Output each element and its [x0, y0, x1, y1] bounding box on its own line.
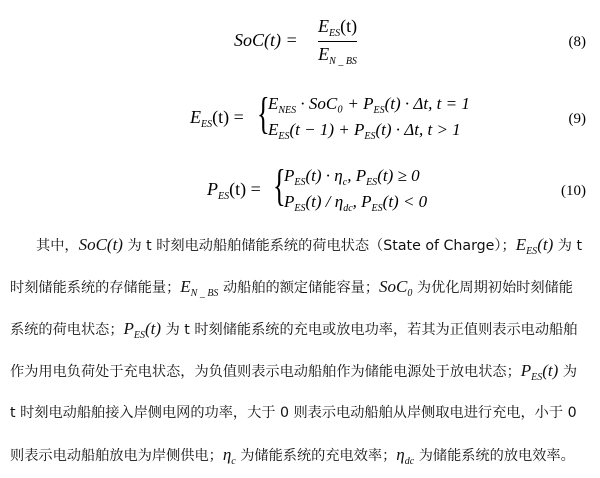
eq9-case-2: $E_{ES}(t - 1) + P_{ES}(t) \cdot \Delta t$, t > 1 [268, 120, 461, 142]
eq10-case-2: $P_{ES}(t) / \eta_{dc}$, $P_{ES}(t) < 0$ [284, 192, 428, 214]
paragraph-line-5: t 时刻电动船舶接入岸侧电网的功率，大于 0 则表示电动船舶从岸侧取电进行充电，小于 0 [10, 405, 577, 421]
paragraph-line-6: 则表示电动船舶放电为岸侧供电；$\eta_c$ 为储能系统的充电效率；$\eta_{dc}$ 为储能系统的放电效率。 [10, 445, 575, 467]
eq9-number: (9) [568, 111, 586, 127]
explanation-paragraph [10, 234, 594, 474]
equation-10 [0, 161, 600, 220]
eq9-case-1: $E_{NES} \cdot SoC_0 + P_{ES}(t) \cdot \Delta t$, t = 1 [268, 94, 470, 116]
paragraph-line-3: 系统的荷电状态；$P_{ES}(t)$ 为 t 时刻储能系统的充电或放电功率，若其为正值则表示电动船舶 [10, 319, 578, 341]
eq10-lhs: $P_{ES}(t)$ = [207, 179, 261, 202]
paragraph-line-1: 其中，SoC(t) 为 t 时刻电动船舶储能系统的荷电状态（State of Charge）；$E_{ES}(t)$ 为 t [36, 235, 583, 257]
paragraph-line-2: 时刻储能系统的存储能量；$E_{N \_ BS}$ 动船舶的额定储能容量；SoC$_0$ 为优化周期初始时刻储能 [10, 277, 573, 299]
eq10-number: (10) [561, 183, 586, 199]
eq8-denominator: $E_{N \_ BS}$ [318, 44, 357, 67]
equation-9 [0, 89, 600, 148]
eq8-numerator: $E_{ES}(t)$ [318, 16, 358, 39]
equation-8 [0, 12, 600, 72]
eq10-brace: { [273, 161, 286, 210]
eq9-brace: { [257, 89, 270, 138]
eq10-case-1: $P_{ES}(t) \cdot \eta_c$, $P_{ES}(t) \ge 0$ [284, 166, 420, 188]
eq8-number: (8) [568, 34, 586, 50]
eq8-fraction [318, 16, 357, 67]
paragraph-line-4: 作为用电负荷处于充电状态，为负值则表示电动船舶作为储能电源处于放电状态；$P_{ES}(t)$ 为 [10, 361, 578, 383]
eq9-lhs: $E_{ES}(t)$ = [190, 107, 244, 130]
eq8-lhs: SoC(t) = [234, 30, 298, 50]
